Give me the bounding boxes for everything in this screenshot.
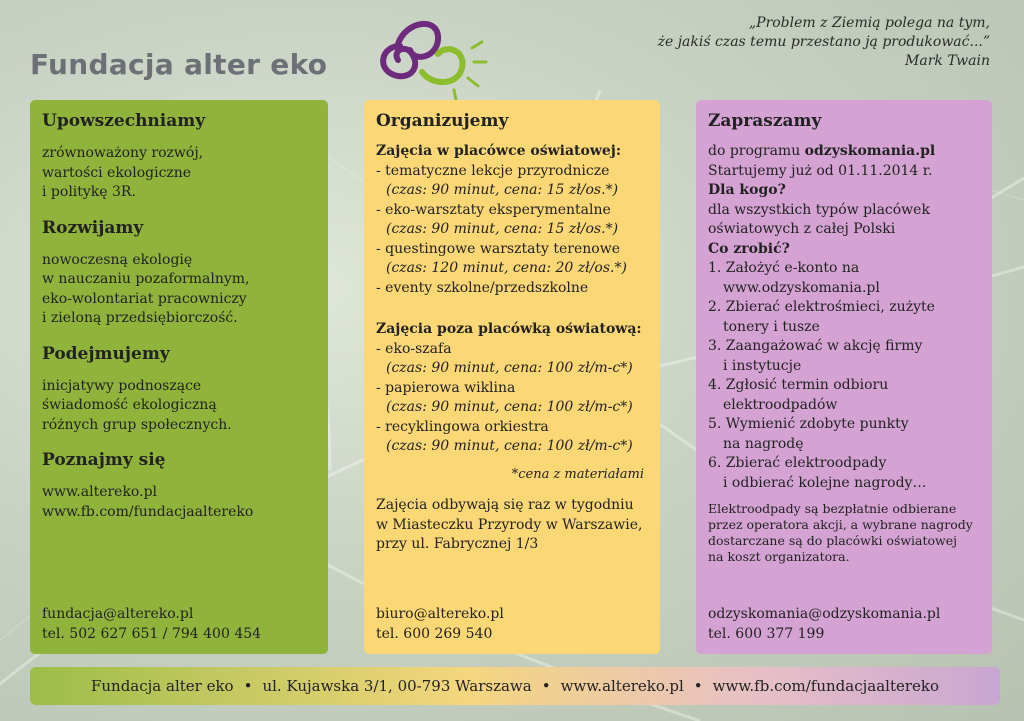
contact-block	[42, 605, 261, 644]
text-line: i zieloną przedsiębiorczość.	[42, 310, 238, 326]
list-item: - papierowa wiklina	[376, 379, 516, 396]
list-item-detail: (czas: 90 minut, cena: 100 zł/m-c*)	[386, 399, 633, 415]
footer-separator: •	[693, 677, 703, 695]
quote-line-2: że jakiś czas temu przestano ją produkować...”	[657, 34, 990, 50]
heading-rozwijamy: Rozwijamy	[42, 217, 144, 238]
subheading-outside-school: Zajęcia poza placówką oświatową:	[376, 321, 642, 337]
step-text-cont: elektroodpadów	[723, 396, 838, 413]
text-line: inicjatywy podnoszące	[42, 377, 202, 394]
start-date: Startujemy już od 01.11.2014 r.	[708, 162, 933, 179]
text-line: różnych grup społecznych.	[42, 416, 232, 433]
small-note-line: dostarczane są do placówki oświatowej	[708, 533, 958, 548]
step-text: 5. Wymienić zdobyte punkty	[708, 416, 909, 432]
text-line: eko-wolontariat pracowniczy	[42, 290, 247, 307]
price-note: *cena z materiałami	[511, 466, 644, 482]
step-text: 1. Założyć e-konto na	[708, 260, 860, 276]
heading-zapraszamy: Zapraszamy	[708, 111, 822, 131]
column-zapraszamy	[696, 100, 992, 654]
phone-number: tel. 600 377 199	[708, 625, 825, 642]
list-item: - tematyczne lekcje przyrodnicze	[376, 162, 610, 179]
text-line: oświatowych z całej Polski	[708, 221, 896, 237]
footer-facebook-link[interactable]: www.fb.com/fundacjaaltereko	[712, 677, 940, 695]
step-text-cont: i instytucje	[723, 357, 802, 374]
small-note-line: Elektroodpady są bezpłatnie odbierane	[708, 501, 957, 516]
brand-name: Fundacja alter eko	[30, 48, 328, 81]
footer-address: ul. Kujawska 3/1, 00-793 Warszawa	[262, 677, 532, 695]
heading-poznajmy-sie: Poznajmy się	[42, 450, 166, 470]
contact-block	[708, 605, 940, 644]
text-line: w nauczaniu pozaformalnym,	[42, 271, 250, 287]
step-item	[708, 376, 982, 415]
footer-separator: •	[243, 677, 253, 695]
text-line: zrównoważony rozwój,	[42, 145, 204, 161]
heading-organizujemy: Organizujemy	[376, 111, 509, 131]
subheading-who: Dla kogo?	[708, 182, 786, 198]
footer-bar	[30, 667, 1000, 705]
text-line: przy ul. Fabrycznej 1/3	[376, 536, 539, 552]
list-item-detail: (czas: 90 minut, cena: 100 zł/m-c*)	[386, 438, 633, 454]
footer-separator: •	[541, 677, 551, 695]
step-text: 3. Zaangażować w akcję firmy	[708, 338, 923, 354]
heading-podejmujemy: Podejmujemy	[42, 343, 170, 364]
program-intro	[708, 142, 982, 162]
step-item	[708, 298, 982, 337]
footer-website-link[interactable]: www.altereko.pl	[560, 677, 684, 695]
list-item-detail: (czas: 120 minut, cena: 20 zł/os.*)	[386, 260, 627, 276]
heading-upowszechniamy: Upowszechniamy	[42, 111, 206, 131]
alter-eko-logo	[362, 10, 492, 102]
step-item	[708, 259, 982, 298]
phone-number: tel. 600 269 540	[376, 625, 493, 642]
program-name: odzyskomania.pl	[804, 143, 936, 159]
list-item: - eko-szafa	[376, 340, 452, 357]
step-text: 6. Zbierać elektroodpady	[708, 455, 887, 471]
section-poznajmy-sie	[42, 449, 318, 522]
contact-block	[376, 605, 504, 644]
small-note-line: przez operatora akcji, a wybrane nagrody	[708, 517, 973, 532]
section-rozwijamy	[42, 217, 318, 329]
text-line: nowoczesną ekologię	[42, 251, 193, 268]
text-line: dla wszystkich typów placówek	[708, 201, 930, 218]
step-link[interactable]: www.odzyskomania.pl	[723, 279, 880, 296]
text-line: Zajęcia odbywają się raz w tygodniu	[376, 497, 634, 513]
step-item	[708, 415, 982, 454]
facebook-link[interactable]: www.fb.com/fundacjaaltereko	[42, 503, 254, 520]
list-item: - eventy szkolne/przedszkolne	[376, 279, 589, 296]
list-item: - eko-warsztaty eksperymentalne	[376, 201, 611, 218]
list-item-detail: (czas: 90 minut, cena: 100 zł/m-c*)	[386, 360, 633, 376]
quote-line-1: „Problem z Ziemią polega na tym,	[748, 15, 990, 31]
text-line: wartości ekologiczne	[42, 164, 192, 181]
text-line: i politykę 3R.	[42, 184, 136, 200]
step-item	[708, 454, 982, 493]
step-text-cont: i odbierać kolejne nagrody…	[723, 474, 927, 491]
email-link[interactable]: biuro@altereko.pl	[376, 606, 504, 622]
mark-twain-quote	[658, 14, 990, 71]
step-text-cont: na nagrodę	[723, 435, 804, 452]
step-text: 4. Zgłosić termin odbioru	[708, 377, 889, 393]
subheading-what: Co zrobić?	[708, 240, 790, 257]
column-organizujemy	[364, 100, 660, 654]
phone-number: tel. 502 627 651 / 794 400 454	[42, 625, 262, 642]
email-link[interactable]: fundacja@altereko.pl	[42, 606, 194, 622]
email-link[interactable]: odzyskomania@odzyskomania.pl	[708, 606, 941, 622]
list-item: - questingowe warsztaty terenowe	[376, 240, 621, 257]
step-item	[708, 337, 982, 376]
text-line: świadomość ekologiczną	[42, 397, 217, 413]
quote-author: Mark Twain	[905, 53, 990, 69]
list-item: - recyklingowa orkiestra	[376, 418, 549, 435]
website-link[interactable]: www.altereko.pl	[42, 484, 158, 500]
list-item-detail: (czas: 90 minut, cena: 15 zł/os.*)	[386, 221, 619, 237]
subheading-in-school: Zajęcia w placówce oświatowej:	[376, 143, 622, 159]
column-upowszechniamy	[30, 100, 328, 654]
section-upowszechniamy	[42, 110, 318, 203]
footer-org-name: Fundacja alter eko	[90, 677, 234, 695]
step-text: 2. Zbierać elektrośmieci, zużyte	[708, 299, 935, 315]
text-line: w Miasteczku Przyrody w Warszawie,	[376, 516, 643, 533]
section-podejmujemy	[42, 343, 318, 436]
step-text-cont: tonery i tusze	[723, 318, 820, 335]
list-item-detail: (czas: 90 minut, cena: 15 zł/os.*)	[386, 182, 619, 198]
small-note-line: na koszt organizatora.	[708, 549, 850, 564]
intro-prefix: do programu	[708, 143, 805, 159]
